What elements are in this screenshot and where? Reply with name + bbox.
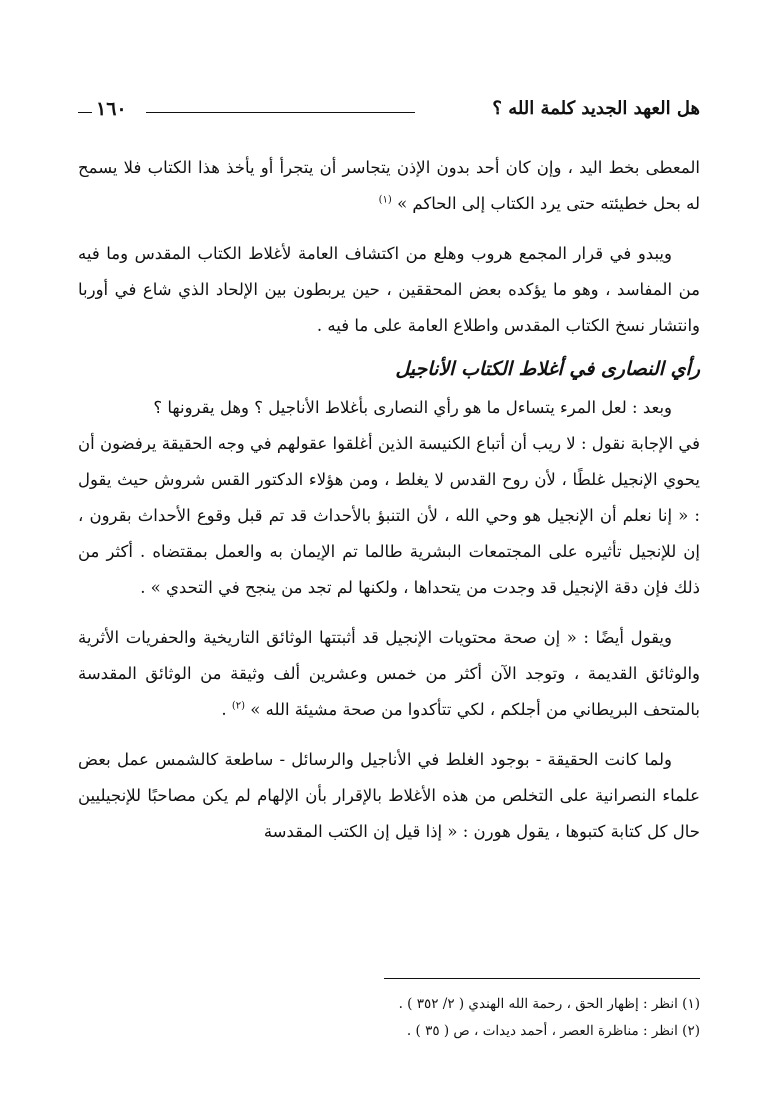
section-heading: رأي النصارى في أغلاط الكتاب الأناجيل <box>395 358 700 380</box>
paragraph-3: وبعد : لعل المرء يتساءل ما هو رأي النصارى بأغلاط الأناجيل ؟ وهل يقرونها ؟ <box>153 398 672 417</box>
running-title: هل العهد الجديد كلمة الله ؟ <box>492 98 700 119</box>
book-page <box>78 98 700 1088</box>
paragraph-6: ولما كانت الحقيقة - بوجود الغلط في الأناجيل والرسائل - ساطعة كالشمس عمل بعض علماء النصرانية على التخلص من هذه الأغلاط بالإقرار بأن الإلهام لم يكن مصاحبًا للإنجيليين حال كل كتابة كتبوها ، يقول هورن : « إذا قيل إن الكتب المقدسة <box>78 750 700 841</box>
footnote-ref-2: (٢) <box>231 700 246 712</box>
main-text <box>78 150 700 850</box>
page-number: ١٦٠ <box>96 98 127 120</box>
header-rule <box>146 112 415 113</box>
footnote-1: (١) انظر : إظهار الحق ، رحمة الله الهندي ( ٢/ ٣٥٢ ) . <box>398 996 700 1012</box>
footnote-rule <box>384 978 700 979</box>
paragraph-4: في الإجابة نقول : لا ريب أن أتباع الكنيسة الذين أغلقوا عقولهم في وجه الحقيقة يرفضون أن يحوي الإنجيل غلطًا ، لأن روح القدس لا يغلط ، ومن هؤلاء الدكتور القس شروش حيث يقول : « إنا نعلم أن الإنجيل هو وحي الله ، لأن التنبؤ بالأحداث قد تم قبل وقوع الأحداث بقرون ، إن للإنجيل تأثيره على المجتمعات البشرية طالما تم الإيمان به والعمل بمقتضاه . أكثر من ذلك فإن دقة الإنجيل قد وجدت من يتحداها ، ولكنها لم تجد من ينجح في التحدي » . <box>78 434 700 597</box>
footnote-ref-1: (١) <box>378 194 392 206</box>
paragraph-1: المعطى بخط اليد ، وإن كان أحد بدون الإذن يتجاسر أن يتجرأ أو يأخذ هذا الكتاب فلا يسمح له بحل خطيئته حتى يرد الكتاب إلى الحاكم » $^{(١)}$ <box>78 158 700 213</box>
running-header <box>78 98 700 138</box>
paragraph-5: ويقول أيضًا : « إن صحة محتويات الإنجيل قد أثبتتها الوثائق التاريخية والحفريات الأثرية والوثائق القديمة ، وتوجد الآن أكثر من خمس وعشرين ألف وثيقة من الوثائق المقدسة بالمتحف البريطاني من أجلكم ، لكي تتأكدوا من صحة مشيئة الله » $^{(٢)}$ . <box>78 628 700 719</box>
page-number-rule <box>78 112 92 113</box>
paragraph-2: ويبدو في قرار المجمع هروب وهلع من اكتشاف العامة لأغلاط الكتاب المقدس وما فيه من المفاسد ، وهو ما يؤكده بعض المحققين ، حين يربطون بين الإلحاد الذي شاع في أوربا وانتشار نسخ الكتاب المقدس واطلاع العامة على ما فيه . <box>78 244 700 335</box>
footnotes <box>78 991 700 1045</box>
footnote-2: (٢) انظر : مناظرة العصر ، أحمد ديدات ، ص ( ٣٥ ) . <box>406 1023 700 1039</box>
